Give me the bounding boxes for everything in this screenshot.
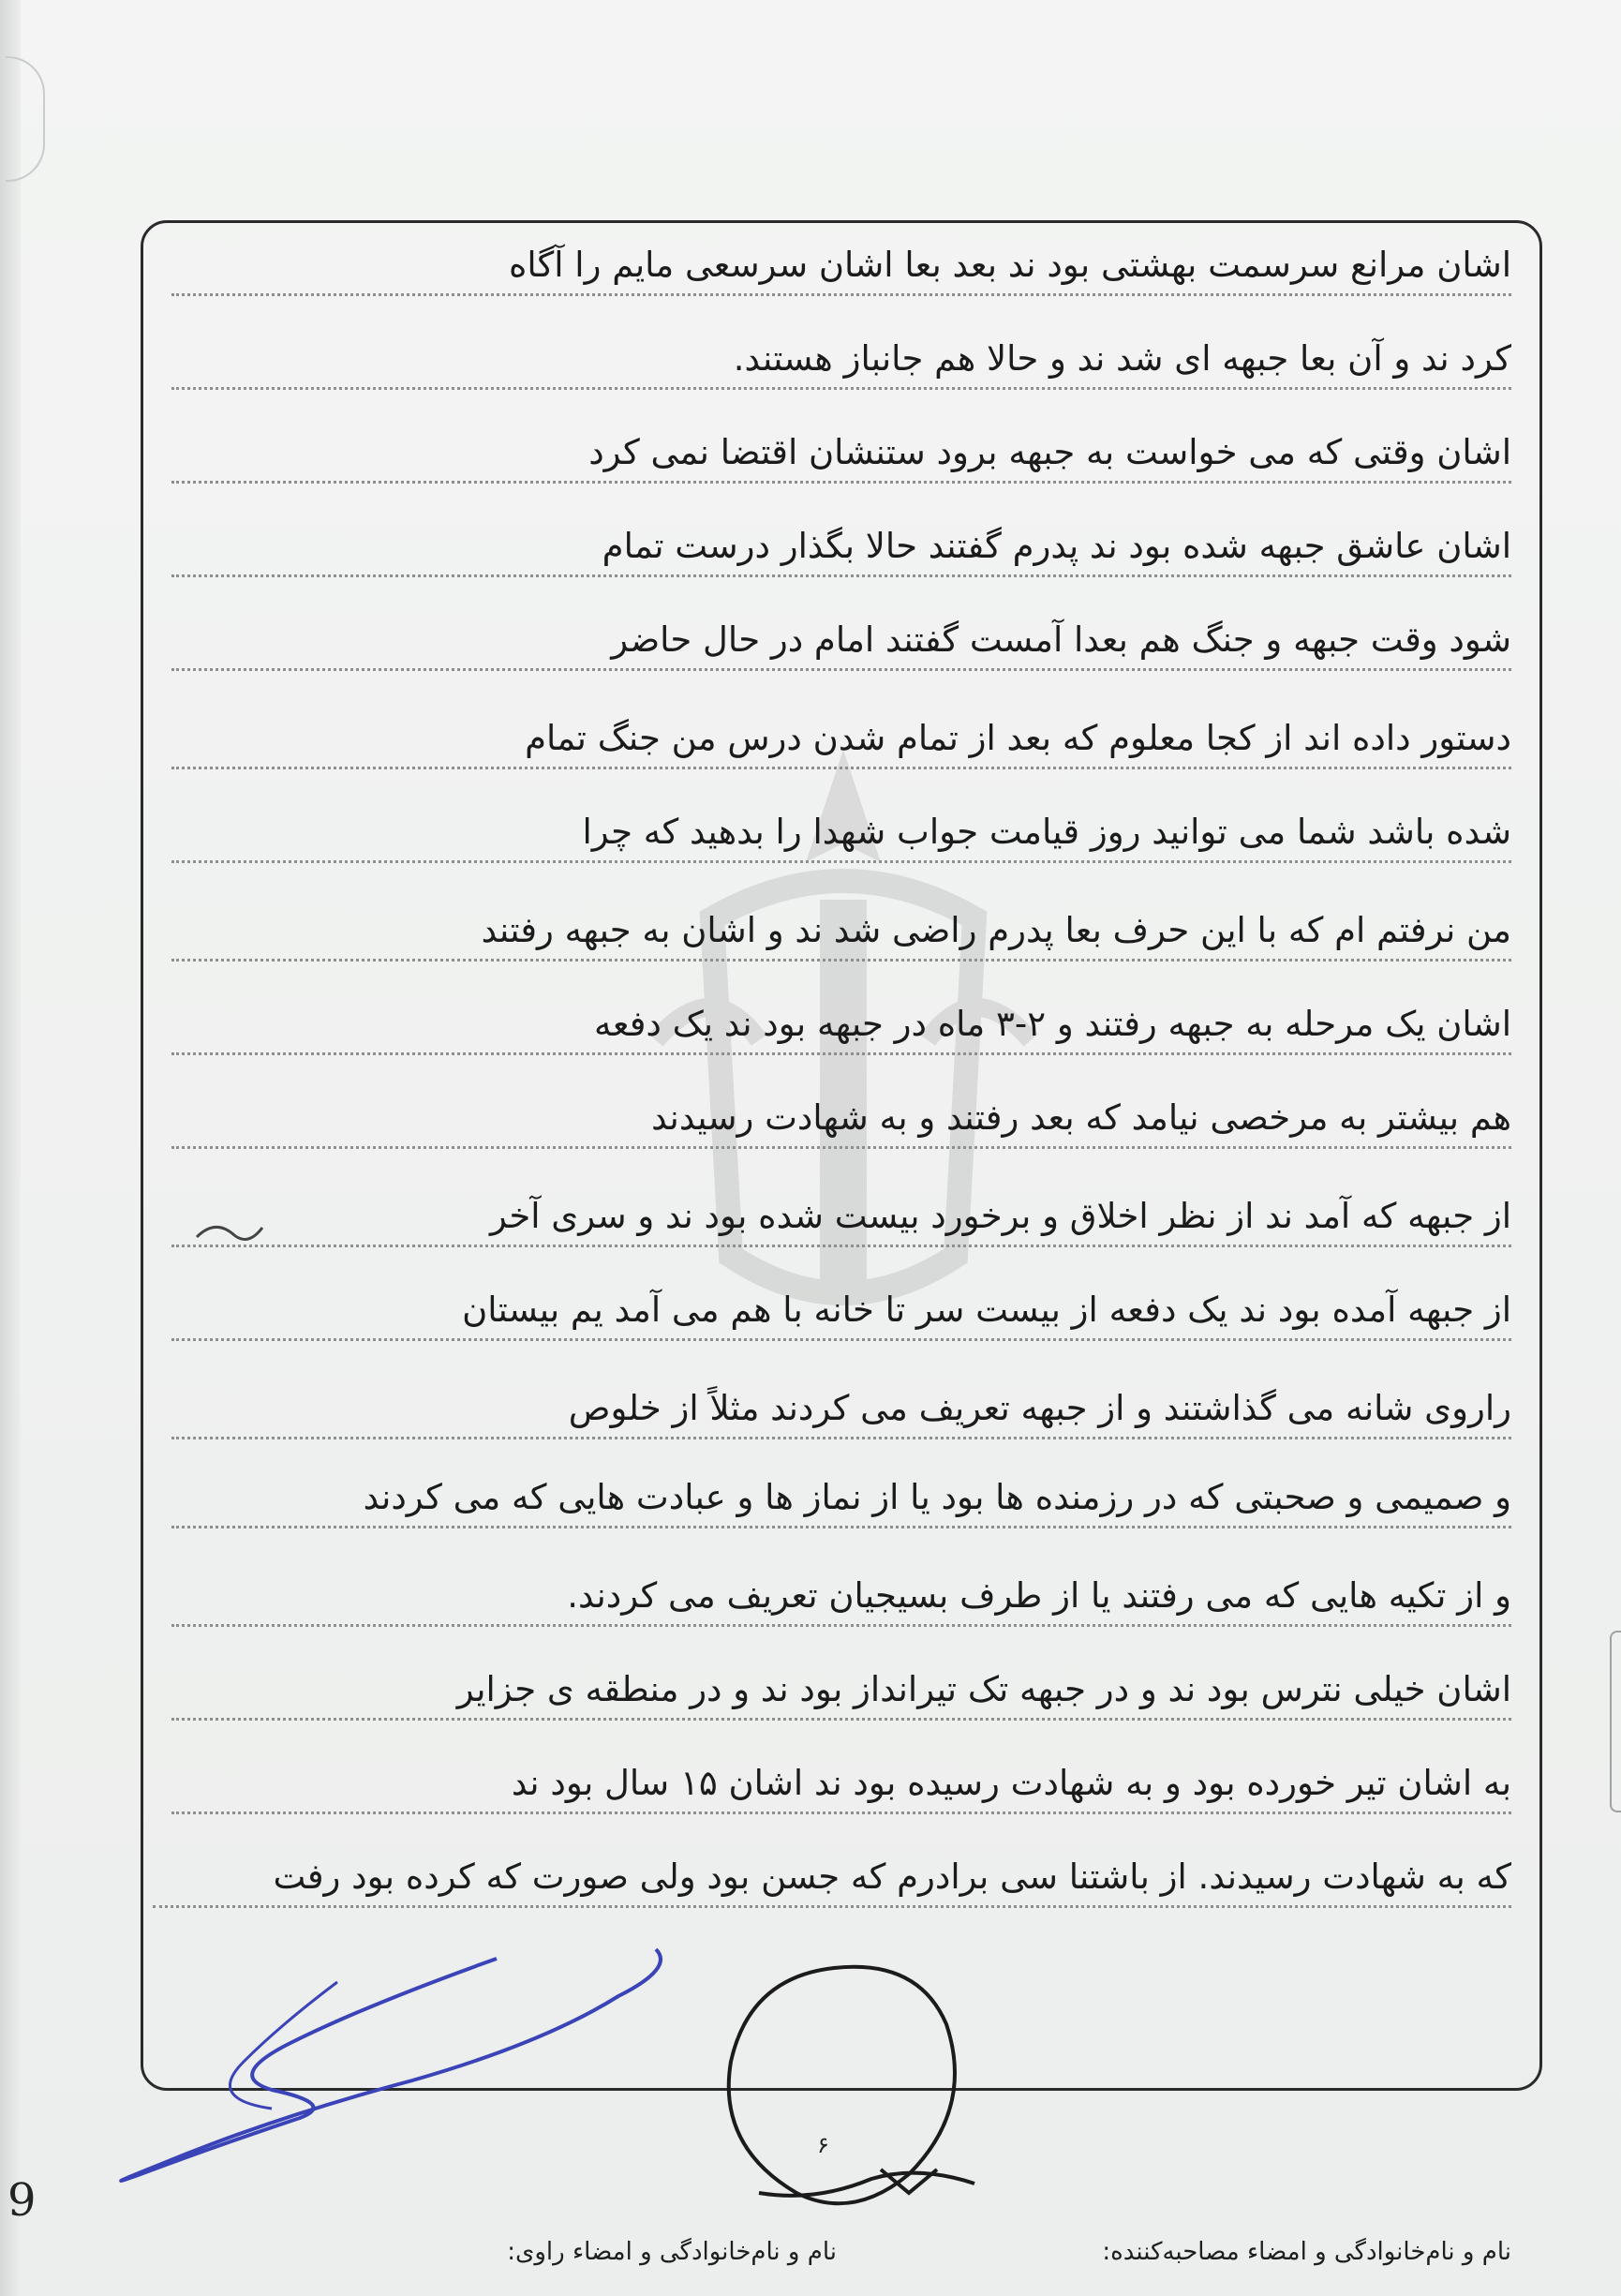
handwritten-line <box>171 1259 1511 1352</box>
narrator-label: نام و نام‌خانوادگی و امضاء راوی: <box>507 2238 837 2266</box>
dotted-rule <box>171 1718 1511 1721</box>
line-text: راروی شانه می گذاشتند و از جبهه تعریف می کردند مثلاً از خلوص <box>568 1388 1511 1428</box>
dotted-rule <box>171 1338 1511 1341</box>
line-text: از جبهه آمده بود ند یک دفعه از بیست سر تا خانه با هم می آمد یم بیستان <box>462 1290 1511 1330</box>
dotted-rule <box>171 1811 1511 1814</box>
handwritten-line <box>171 589 1511 682</box>
line-text: که به شهادت رسیدند. از باشتنا سی برادرم که جسن بود ولی صورت که کرده بود رفت <box>273 1856 1511 1897</box>
line-text: اشان وقتی که می خواست به جبهه برود ستنشان اقتضا نمی کرد <box>588 432 1511 472</box>
line-text: اشان مرانع سرسمت بهشتی بود ند بعد بعا اشان سرسعی مایم را آگاه <box>508 245 1511 285</box>
dotted-rule <box>171 481 1511 484</box>
dotted-rule <box>171 1437 1511 1439</box>
dotted-rule <box>171 668 1511 671</box>
line-text: از جبهه که آمد ند از نظر اخلاق و برخورد بیست شده بود ند و سری آخر <box>489 1196 1511 1236</box>
dotted-rule <box>171 1526 1511 1528</box>
line-text: به اشان تیر خورده بود و به شهادت رسیده بود ند اشان ۱۵ سال بود ند <box>511 1763 1511 1803</box>
dotted-rule <box>171 1245 1511 1247</box>
narrator-signature <box>56 1893 712 2202</box>
dotted-rule <box>171 387 1511 390</box>
dotted-rule <box>171 574 1511 577</box>
handwritten-line <box>171 879 1511 973</box>
handwritten-line <box>171 1446 1511 1540</box>
interviewer-signature <box>693 1949 1031 2230</box>
handwritten-line <box>171 1165 1511 1259</box>
line-text: اشان یک مرحله به جبهه رفتند و ۲-۳ ماه در جبهه بود ند یک دفعه <box>594 1004 1511 1044</box>
handwritten-line <box>171 307 1511 401</box>
page-right-tab <box>1610 1631 1621 1812</box>
handwritten-line <box>171 781 1511 874</box>
dotted-rule <box>171 959 1511 962</box>
handwritten-line <box>171 1638 1511 1732</box>
page-digit-bottom: ۶ <box>817 2132 829 2158</box>
line-text: شود وقت جبهه و جنگ هم بعدا آمست گفتند امام در حال حاضر <box>611 619 1511 660</box>
handwritten-line <box>171 1732 1511 1826</box>
line-text: اشان خیلی نترس بود ند و در جبهه تک تیرانداز بود ند و در منطقه ی جزایر <box>456 1669 1511 1709</box>
line-text: شده باشد شما می توانید روز قیامت جواب شهدا را بدهید که چرا <box>582 812 1511 852</box>
page-left-edge <box>0 0 21 2296</box>
line-text: هم بیشتر به مرخصی نیامد که بعد رفتند و به شهادت رسیدند <box>651 1097 1511 1138</box>
line-text: و از تکیه هایی که می رفتند یا از طرف بسیجیان تعریف می کردند. <box>567 1575 1511 1616</box>
dotted-rule <box>171 293 1511 296</box>
handwritten-line <box>171 401 1511 495</box>
handwritten-line <box>171 1544 1511 1638</box>
interviewer-label: نام و نام‌خانوادگی و امضاء مصاحبه‌کننده: <box>1102 2238 1511 2266</box>
dotted-rule <box>171 1146 1511 1149</box>
dotted-rule <box>171 1624 1511 1627</box>
handwritten-line <box>171 495 1511 589</box>
binder-notch <box>6 56 45 182</box>
page-number: 9 <box>7 2174 37 2227</box>
line-text: من نرفتم ام که با این حرف بعا پدرم راضی شد ند و اشان به جبهه رفتند <box>481 910 1511 950</box>
line-text: اشان عاشق جبهه شده بود ند پدرم گفتند حالا بگذار درست تمام <box>602 526 1511 566</box>
dotted-rule <box>171 860 1511 863</box>
line-text: دستور داده اند از کجا معلوم که بعد از تمام شدن درس من جنگ تمام <box>525 718 1511 758</box>
pencil-mark <box>187 1209 272 1256</box>
line-text: و صمیمی و صحبتی که در رزمنده ها بود یا از نماز ها و عبادت هایی که می کردند <box>363 1477 1511 1517</box>
handwritten-line <box>171 214 1511 307</box>
handwritten-line <box>171 1357 1511 1451</box>
handwritten-line <box>171 973 1511 1066</box>
line-text: کرد ند و آن بعا جبهه ای شد ند و حالا هم جانباز هستند. <box>733 338 1511 379</box>
dotted-rule <box>171 1052 1511 1055</box>
form-frame <box>141 220 1542 2266</box>
handwritten-line <box>171 1066 1511 1160</box>
dotted-rule <box>171 767 1511 769</box>
handwritten-line <box>171 687 1511 781</box>
